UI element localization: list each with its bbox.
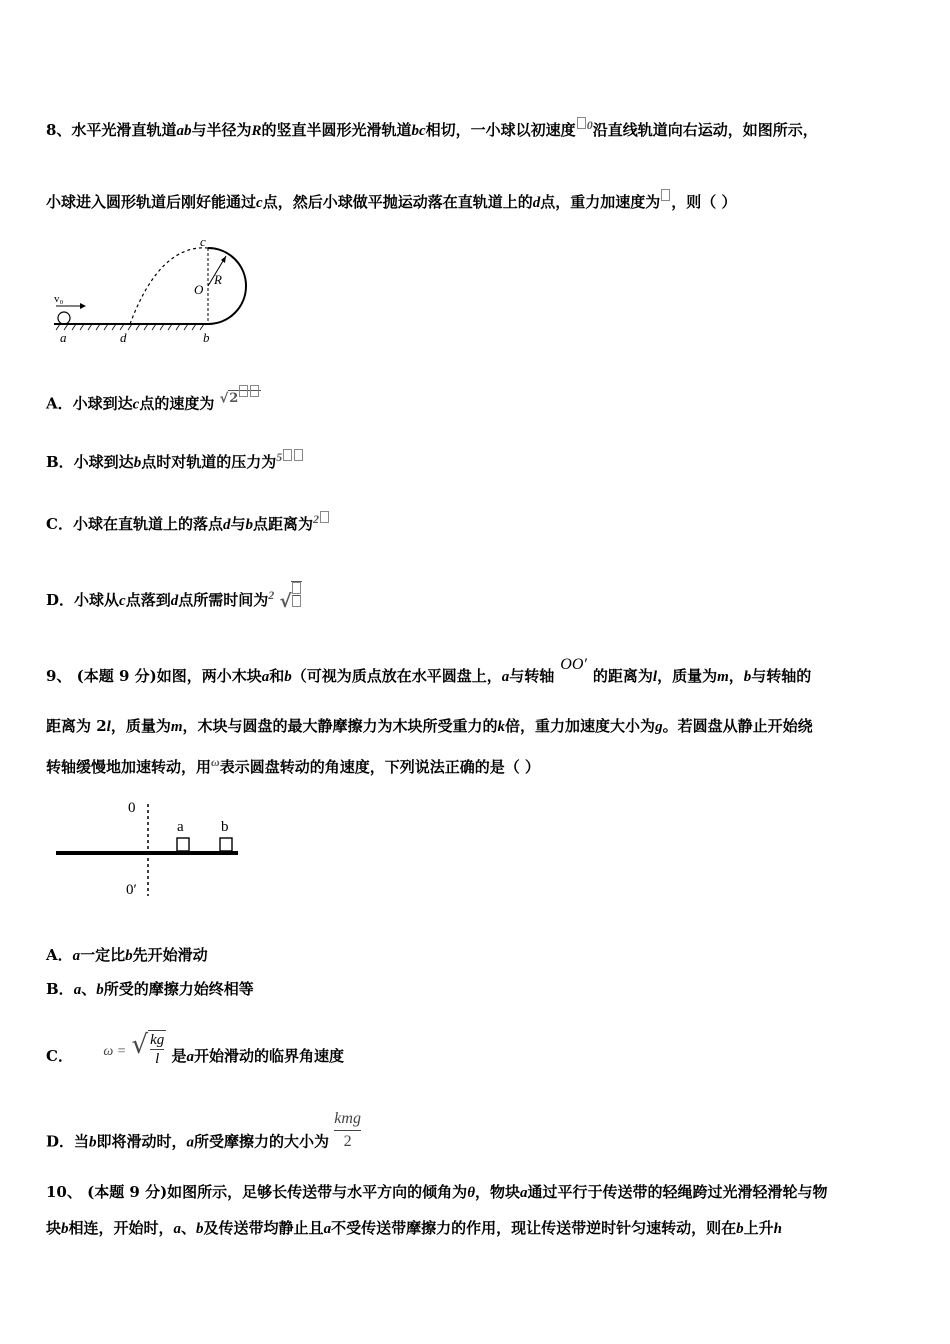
q9-option-B[interactable]: B．a、b所受的摩擦力始终相等 (46, 980, 254, 998)
q8-option-D[interactable]: D．小球从c点落到d点所需时间为$^2$ √ (46, 585, 302, 617)
q9-figure (50, 792, 250, 904)
q8-option-C[interactable]: C．小球在直轨道上的落点d与b点距离为$^2$ (46, 509, 330, 535)
q8-fig-b: b (203, 330, 210, 345)
q9-stem-line2: 距离为 2l，质量为m，木块与圆盘的最大静摩擦力为木块所受重力的k倍，重力加速度大小为g。若圆盘从静止开始绕 (46, 717, 813, 735)
q8-stem-line2: 小球进入圆形轨道后刚好能通过c点，然后小球做平抛运动落在直轨道上的d点，重力加速度为 ，则（ ） (46, 189, 736, 213)
q9-fig-top: 0 (128, 800, 136, 816)
q8-fig-a: a (60, 330, 67, 345)
q9-fig-a: a (177, 819, 184, 835)
q9-fig-bottom: 0′ (126, 882, 137, 898)
q8-figure (50, 236, 260, 348)
q9-option-D[interactable]: D．当b即将滑动时，a所受摩擦力的大小为 kmg 2 (46, 1120, 361, 1165)
ball-icon (58, 312, 70, 324)
q8-fig-c: c (200, 236, 206, 249)
q9-option-C[interactable]: C． $\omega = √\frac{kg}{l}$ 是a开始滑动的临界角速度 (46, 1030, 345, 1067)
math-placeholder-icon (577, 117, 586, 129)
q10-stem-line2: 块b相连，开始时，a、b及传送带均静止且a不受传送带摩擦力的作用，现让传送带逆时针匀速转动，则在b上升h (46, 1219, 782, 1237)
q9-option-A[interactable]: A．a一定比b先开始滑动 (46, 946, 208, 964)
q8-option-B[interactable]: B．小球到达b点时对轨道的压力为$^5$ (46, 447, 304, 473)
q9-fig-b: b (221, 819, 229, 835)
q8-stem-line1: 8、水平光滑直轨道ab与半径为R的竖直半圆形光滑轨道bc相切，一小球以初速度 $^0$沿直线轨道向右运动，如图所示， (46, 118, 818, 139)
q8-fig-v0: v₀ (54, 293, 64, 305)
math-placeholder-icon (661, 189, 670, 201)
q8-fig-d: d (120, 330, 127, 345)
q8-fig-R: R (214, 272, 222, 287)
q9-stem-line3: 转轴缓慢地加速转动，用$^\omega$表示圆盘转动的角速度，下列说法正确的是（ ） (46, 755, 540, 776)
q8-fig-O: O (194, 282, 204, 297)
q9-stem-line1: 9、 (本题 9 分)如图，两小木块a和b（可视为质点放在水平圆盘上，a与转轴OO′的距离为l，质量为m，b与转轴的 (46, 656, 812, 685)
q10-stem-line1: 10、 (本题 9 分)如图所示，足够长传送带与水平方向的倾角为θ，物块a通过平行于传送带的轻绳跨过光滑轻滑轮与物 (46, 1183, 828, 1201)
q8-option-A[interactable]: A．小球到达c点的速度为 √2 (46, 385, 261, 414)
